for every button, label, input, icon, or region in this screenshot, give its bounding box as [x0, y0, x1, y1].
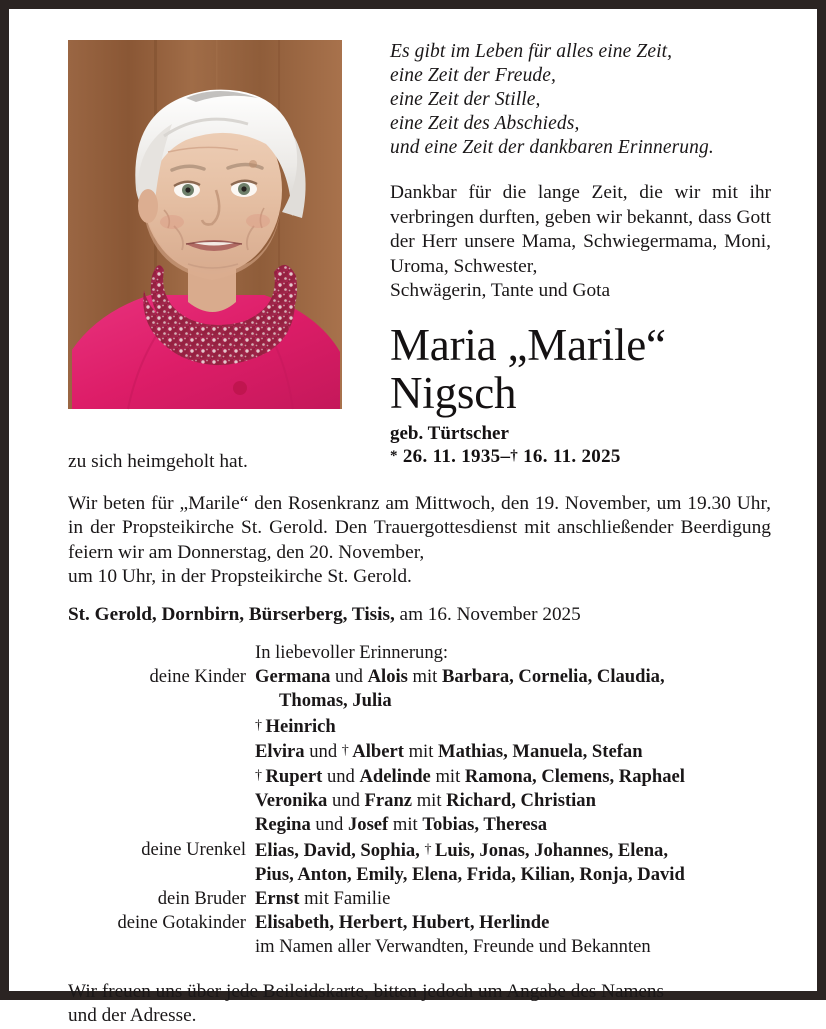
- service-last-line: um 10 Uhr, in der Propsteikirche St. Gerold.: [68, 566, 412, 588]
- family-connector-text: und: [327, 790, 365, 812]
- family-row: [68, 764, 771, 789]
- family-connector-text: mit: [407, 666, 442, 688]
- family-relation-label: [68, 863, 255, 887]
- deceased-name-line-1: Maria „Marile“: [390, 319, 666, 370]
- family-name-bold: Ramona, Clemens, Raphael: [464, 765, 685, 787]
- maiden-name: geb. Türtscher: [390, 422, 509, 444]
- family-names: [255, 838, 771, 863]
- family-relation-label: [68, 689, 255, 713]
- family-names: [255, 739, 771, 764]
- announcement-paragraph: [390, 181, 771, 303]
- family-names: [255, 887, 771, 911]
- verse-line-5: und eine Zeit der dankbaren Erinnerung.: [390, 137, 714, 159]
- family-names: [255, 863, 771, 887]
- header-text-column: [390, 40, 771, 468]
- family-name-bold: Adelinde: [359, 765, 431, 787]
- family-name-bold: Franz: [364, 790, 413, 812]
- memory-heading: In liebevoller Erinnerung:: [255, 641, 449, 663]
- deceased-dagger-icon: †: [255, 717, 266, 733]
- family-row: [68, 935, 771, 959]
- service-paragraph: [68, 492, 771, 590]
- family-name-bold: Albert: [352, 740, 404, 762]
- family-relation-label: [68, 813, 255, 837]
- service-text: Wir beten für „Marile“ den Rosenkranz am Mittwoch, den 19. November, um 19.30 Uhr, in der Propsteikirche St. Gerold. Den Trauergottesdienst mit anschließender Beerdigung feiern wir am Donnerstag, den 20. November,: [68, 492, 771, 563]
- family-relation-label: [68, 935, 255, 959]
- family-relation-label: dein Bruder: [157, 888, 246, 909]
- places-date: am 16. November 2025: [399, 603, 581, 625]
- family-relation-label: [68, 714, 255, 739]
- date-separator: –: [500, 445, 511, 467]
- family-connector-text: im Namen aller Verwandten, Freunde und Bekannten: [255, 936, 651, 958]
- family-name-bold: Regina: [255, 814, 311, 836]
- family-name-bold: Alois: [367, 666, 408, 688]
- family-connector-text: und: [304, 740, 342, 762]
- places-locations: St. Gerold, Dornbirn, Bürserberg, Tisis,: [68, 603, 395, 625]
- deceased-name-line-2: Nigsch: [390, 367, 517, 418]
- death-date: 16. 11. 2025: [523, 445, 621, 467]
- deceased-dagger-icon: †: [424, 841, 435, 857]
- family-relation-label: deine Gotakinder: [117, 912, 246, 934]
- notice-page: [9, 9, 817, 1027]
- family-names: [255, 714, 771, 739]
- family-connector-text: und: [330, 666, 368, 688]
- memory-heading-row: [68, 641, 771, 665]
- family-row: [68, 863, 771, 887]
- verse-line-3: eine Zeit der Stille,: [390, 89, 541, 111]
- family-connector-text: mit: [403, 740, 439, 762]
- family-name-bold: Heinrich: [265, 715, 336, 737]
- family-name-bold: Josef: [347, 814, 389, 836]
- announcement-text: Dankbar für die lange Zeit, die wir mit ihr verbringen durften, geben wir bekannt, dass Gott der Herr unsere Mama, Schwiegermama, Moni, Uroma, Schwester,: [390, 182, 771, 277]
- family-name-bold: Elvira: [255, 740, 305, 762]
- family-name-bold: Mathias, Manuela, Stefan: [438, 740, 643, 762]
- family-row: [68, 887, 771, 911]
- family-row: [68, 714, 771, 739]
- family-name-bold: Thomas, Julia: [279, 690, 392, 712]
- family-list: [68, 641, 771, 960]
- verse-line-4: eine Zeit des Abschieds,: [390, 113, 580, 135]
- family-relation-label: [68, 789, 255, 813]
- family-relation-label: [68, 739, 255, 764]
- family-row: [68, 813, 771, 837]
- family-name-bold: Pius, Anton, Emily, Elena, Frida, Kilian, Ronja, David: [255, 863, 685, 885]
- spacer: [68, 475, 771, 492]
- family-connector-text: mit: [412, 790, 447, 812]
- family-row: [68, 789, 771, 813]
- birth-symbol: *: [390, 447, 398, 464]
- family-names: [255, 689, 771, 713]
- family-names: [255, 665, 771, 689]
- family-connector-text: mit Familie: [299, 888, 391, 909]
- family-name-bold: Germana: [255, 666, 331, 688]
- family-connector-text: und: [310, 814, 348, 836]
- family-names: [255, 813, 771, 837]
- portrait-photo: [68, 40, 342, 409]
- family-names: [255, 911, 771, 935]
- family-name-bold: Tobias, Theresa: [422, 814, 548, 836]
- verse-line-2: eine Zeit der Freude,: [390, 65, 556, 87]
- family-name-bold: Luis, Jonas, Johannes, Elena,: [434, 839, 668, 861]
- closing-last-line: und der Adresse.: [68, 1005, 197, 1027]
- announcement-last-line: Schwägerin, Tante und Gota: [390, 280, 611, 302]
- family-name-bold: Barbara, Cornelia, Claudia,: [441, 666, 665, 688]
- family-name-bold: Ernst: [255, 888, 300, 909]
- verse-line-1: Es gibt im Leben für alles eine Zeit,: [390, 41, 673, 62]
- family-name-bold: Elisabeth, Herbert, Hubert, Herlinde: [255, 912, 550, 934]
- family-relation-label: [68, 764, 255, 789]
- death-symbol: †: [510, 447, 519, 464]
- family-name-bold: Veronika: [255, 790, 328, 812]
- family-rows: [68, 665, 771, 959]
- memory-heading-spacer: [68, 641, 255, 665]
- family-names: [255, 789, 771, 813]
- family-name-bold: Rupert: [265, 765, 323, 787]
- places-line: [68, 603, 771, 627]
- family-row: [68, 689, 771, 713]
- family-connector-text: mit: [430, 765, 465, 787]
- family-row: [68, 911, 771, 935]
- family-connector-text: und: [322, 765, 360, 787]
- deceased-name: [390, 321, 771, 417]
- deceased-dagger-icon: †: [341, 742, 353, 758]
- memorial-verse: [390, 40, 771, 160]
- family-relation-label: deine Kinder: [149, 666, 246, 688]
- closing-paragraph: [68, 980, 771, 1029]
- birth-date: 26. 11. 1935: [402, 445, 501, 467]
- deceased-dagger-icon: †: [255, 767, 266, 783]
- family-row: [68, 665, 771, 689]
- portrait-illustration: [68, 40, 342, 409]
- notice-body: [68, 447, 771, 1029]
- closing-text: Wir freuen uns über jede Beileidskarte, bitten jedoch um Angabe des Namens: [68, 980, 664, 1002]
- family-row: [68, 739, 771, 764]
- family-connector-text: mit: [388, 814, 423, 836]
- family-name-bold: Richard, Christian: [446, 790, 596, 812]
- family-names: [255, 935, 771, 959]
- family-row: [68, 838, 771, 863]
- family-names: [255, 764, 771, 789]
- family-relation-label: deine Urenkel: [141, 838, 246, 860]
- continuation-text: zu sich heimgeholt hat.: [68, 451, 248, 472]
- spacer: [68, 590, 771, 603]
- family-name-bold: Elias, David, Sophia,: [255, 839, 420, 861]
